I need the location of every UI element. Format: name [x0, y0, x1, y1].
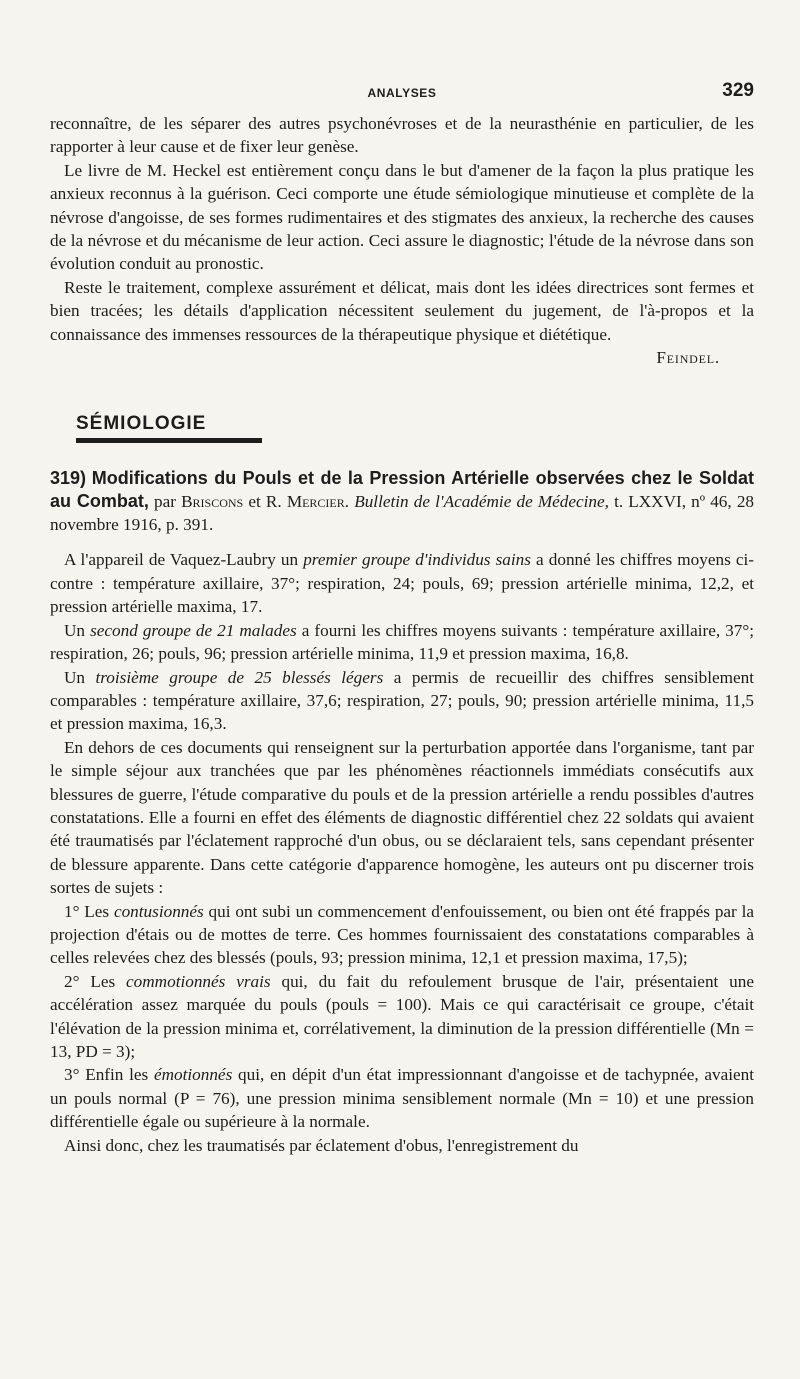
intro-text — [50, 112, 754, 369]
body-paragraph-7 — [50, 1063, 754, 1133]
body-p3-lead: Un — [64, 667, 86, 687]
body-p5-emphasis: contusionnés — [113, 901, 204, 921]
signature-line — [50, 346, 754, 369]
entry-author-2: R. Mercier. — [265, 492, 350, 512]
body-p7-rest: qui, en dépit d'un état impressionnant d'angoisse et de tachypnée, avaient un pouls normal (P = 76), une pression minima sensiblement normale (Mn = 10) et une pression différentielle égale ou supérieure à la normale. — [50, 1065, 755, 1132]
intro-paragraph-1: reconnaître, de les séparer des autres psychonévroses et de la neurasthénie en particulier, de les rapporter à leur cause et de fixer leur genèse. — [50, 114, 754, 157]
intro-paragraph-2: Le livre de M. Heckel est entièrement conçu dans le but d'amener de la façon la plus pratique les anxieux reconnus à la guérison. Ceci comporte une étude sémiologique minutieuse et complète de la névrose d'angoisse, de ses formes rudimentaires et des stigmates des anxieux, la recherche des causes de la névrose et du mécanisme de leur action. Ceci assure le diagnostic; l'étude de la névrose dans son évolution conduit au pronostic. — [50, 160, 754, 274]
entry-body — [50, 548, 754, 1157]
body-p3-rest: a permis de recueillir des chiffres sensiblement comparables : température axillaire, 37,6; respiration, 27; pouls, 90; pression artérielle minima, 11,5 et pression maxima, 16,3. — [50, 667, 755, 734]
body-p6-lead: 2° Les — [64, 971, 116, 991]
entry-title-text: Modifications du Pouls et de la Pression Artérielle observées chez le Soldat au Combat, — [50, 468, 755, 512]
body-p2-emphasis: second groupe de 21 malades — [90, 620, 297, 640]
entry-by: par — [153, 492, 176, 512]
body-p6-rest: qui, du fait du refoulement brusque de l'air, présentaient une accélération assez marquée du pouls (pouls = 100). Mais ce qui caractérisait ce groupe, c'était l'élévation de la pression minima et, corrélativement, la diminution de la pression différentielle (Mn = 13, PD = 3); — [50, 971, 754, 1061]
body-p7-lead: 3° Enfin les — [64, 1065, 149, 1085]
page-header — [50, 80, 754, 106]
entry-author-1: Briscons — [181, 492, 244, 512]
body-p3-emphasis: troisième groupe de 25 blessés légers — [95, 667, 384, 687]
body-paragraph-1 — [50, 548, 754, 618]
body-paragraph-8: Ainsi donc, chez les traumatisés par éclatement d'obus, l'enregistrement du — [64, 1135, 579, 1155]
page-number: 329 — [722, 80, 754, 101]
body-p1-rest: a donné les chiffres moyens ci-contre : température axillaire, 37°; respiration, 24; pouls, 69; pression artérielle minima, 12,2, et pression artérielle maxima, 17. — [50, 550, 754, 617]
entry-citation: t. LXXVI, nº 46, 28 novembre 1916, p. 391. — [50, 492, 755, 535]
section-heading: SÉMIOLOGIE — [76, 413, 262, 443]
body-p1-emphasis: premier groupe d'individus sains — [303, 550, 531, 570]
entry-number: 319) — [50, 468, 87, 489]
entry-journal: Bulletin de l'Académie de Médecine, — [354, 492, 609, 512]
body-p7-emphasis: émotionnés — [153, 1065, 233, 1085]
body-paragraph-2 — [50, 619, 754, 666]
body-paragraph-3 — [50, 666, 754, 736]
body-paragraph-4: En dehors de ces documents qui renseignent sur la perturbation apportée dans l'organisme, tant par le simple séjour aux tranchées que par les phénomènes réactionnels immédiats consécutifs aux blessures de guerre, l'étude comparative du pouls et de la pression artérielle a rendu possibles d'autres constatations. Elle a fourni en effet des éléments de diagnostic différentiel chez 22 soldats qui avaient été traumatisés par l'éclatement rapproché d'un obus, ou se déclaraient tels, sans cependant présenter de blessure apparente. Dans cette catégorie d'apparence homogène, les auteurs ont pu discerner trois sortes de sujets : — [50, 737, 754, 898]
body-p1-lead: A l'appareil de Vaquez-Laubry un — [64, 550, 299, 570]
intro-paragraph-3-text: Reste le traitement, complexe assurément et délicat, mais dont les idées directrices sont fermes et bien tracées; les détails d'application nécessitent seulement du jugement, de l'à-propos et la connaissance des immenses ressources de la thérapeutique physique et diététique. — [50, 277, 754, 344]
review-signature: Feindel. — [656, 348, 720, 368]
body-p5-lead: 1° Les — [64, 901, 110, 921]
body-p5-rest: qui ont subi un commencement d'enfouissement, ou bien ont été frappés par la projection d'étais ou de mottes de terre. Ces hommes fournissaient des constatations comparables à celles relevées chez des blessés (pouls, 93; pression minima, 12,1 et pression maxima, 17,5); — [50, 901, 755, 968]
body-p6-emphasis: commotionnés vrais — [126, 971, 271, 991]
entry-title — [50, 467, 754, 536]
intro-paragraph-3 — [50, 276, 754, 346]
entry-and: et — [248, 492, 261, 512]
body-paragraph-5 — [50, 900, 754, 970]
running-head: ANALYSES — [367, 86, 437, 100]
body-p2-rest: a fourni les chiffres moyens suivants : température axillaire, 37°; respiration, 26; pouls, 96; pression artérielle minima, 11,9 et pression maxima, 16,8. — [50, 620, 755, 664]
body-p2-lead: Un — [64, 620, 86, 640]
body-paragraph-6 — [50, 970, 754, 1064]
